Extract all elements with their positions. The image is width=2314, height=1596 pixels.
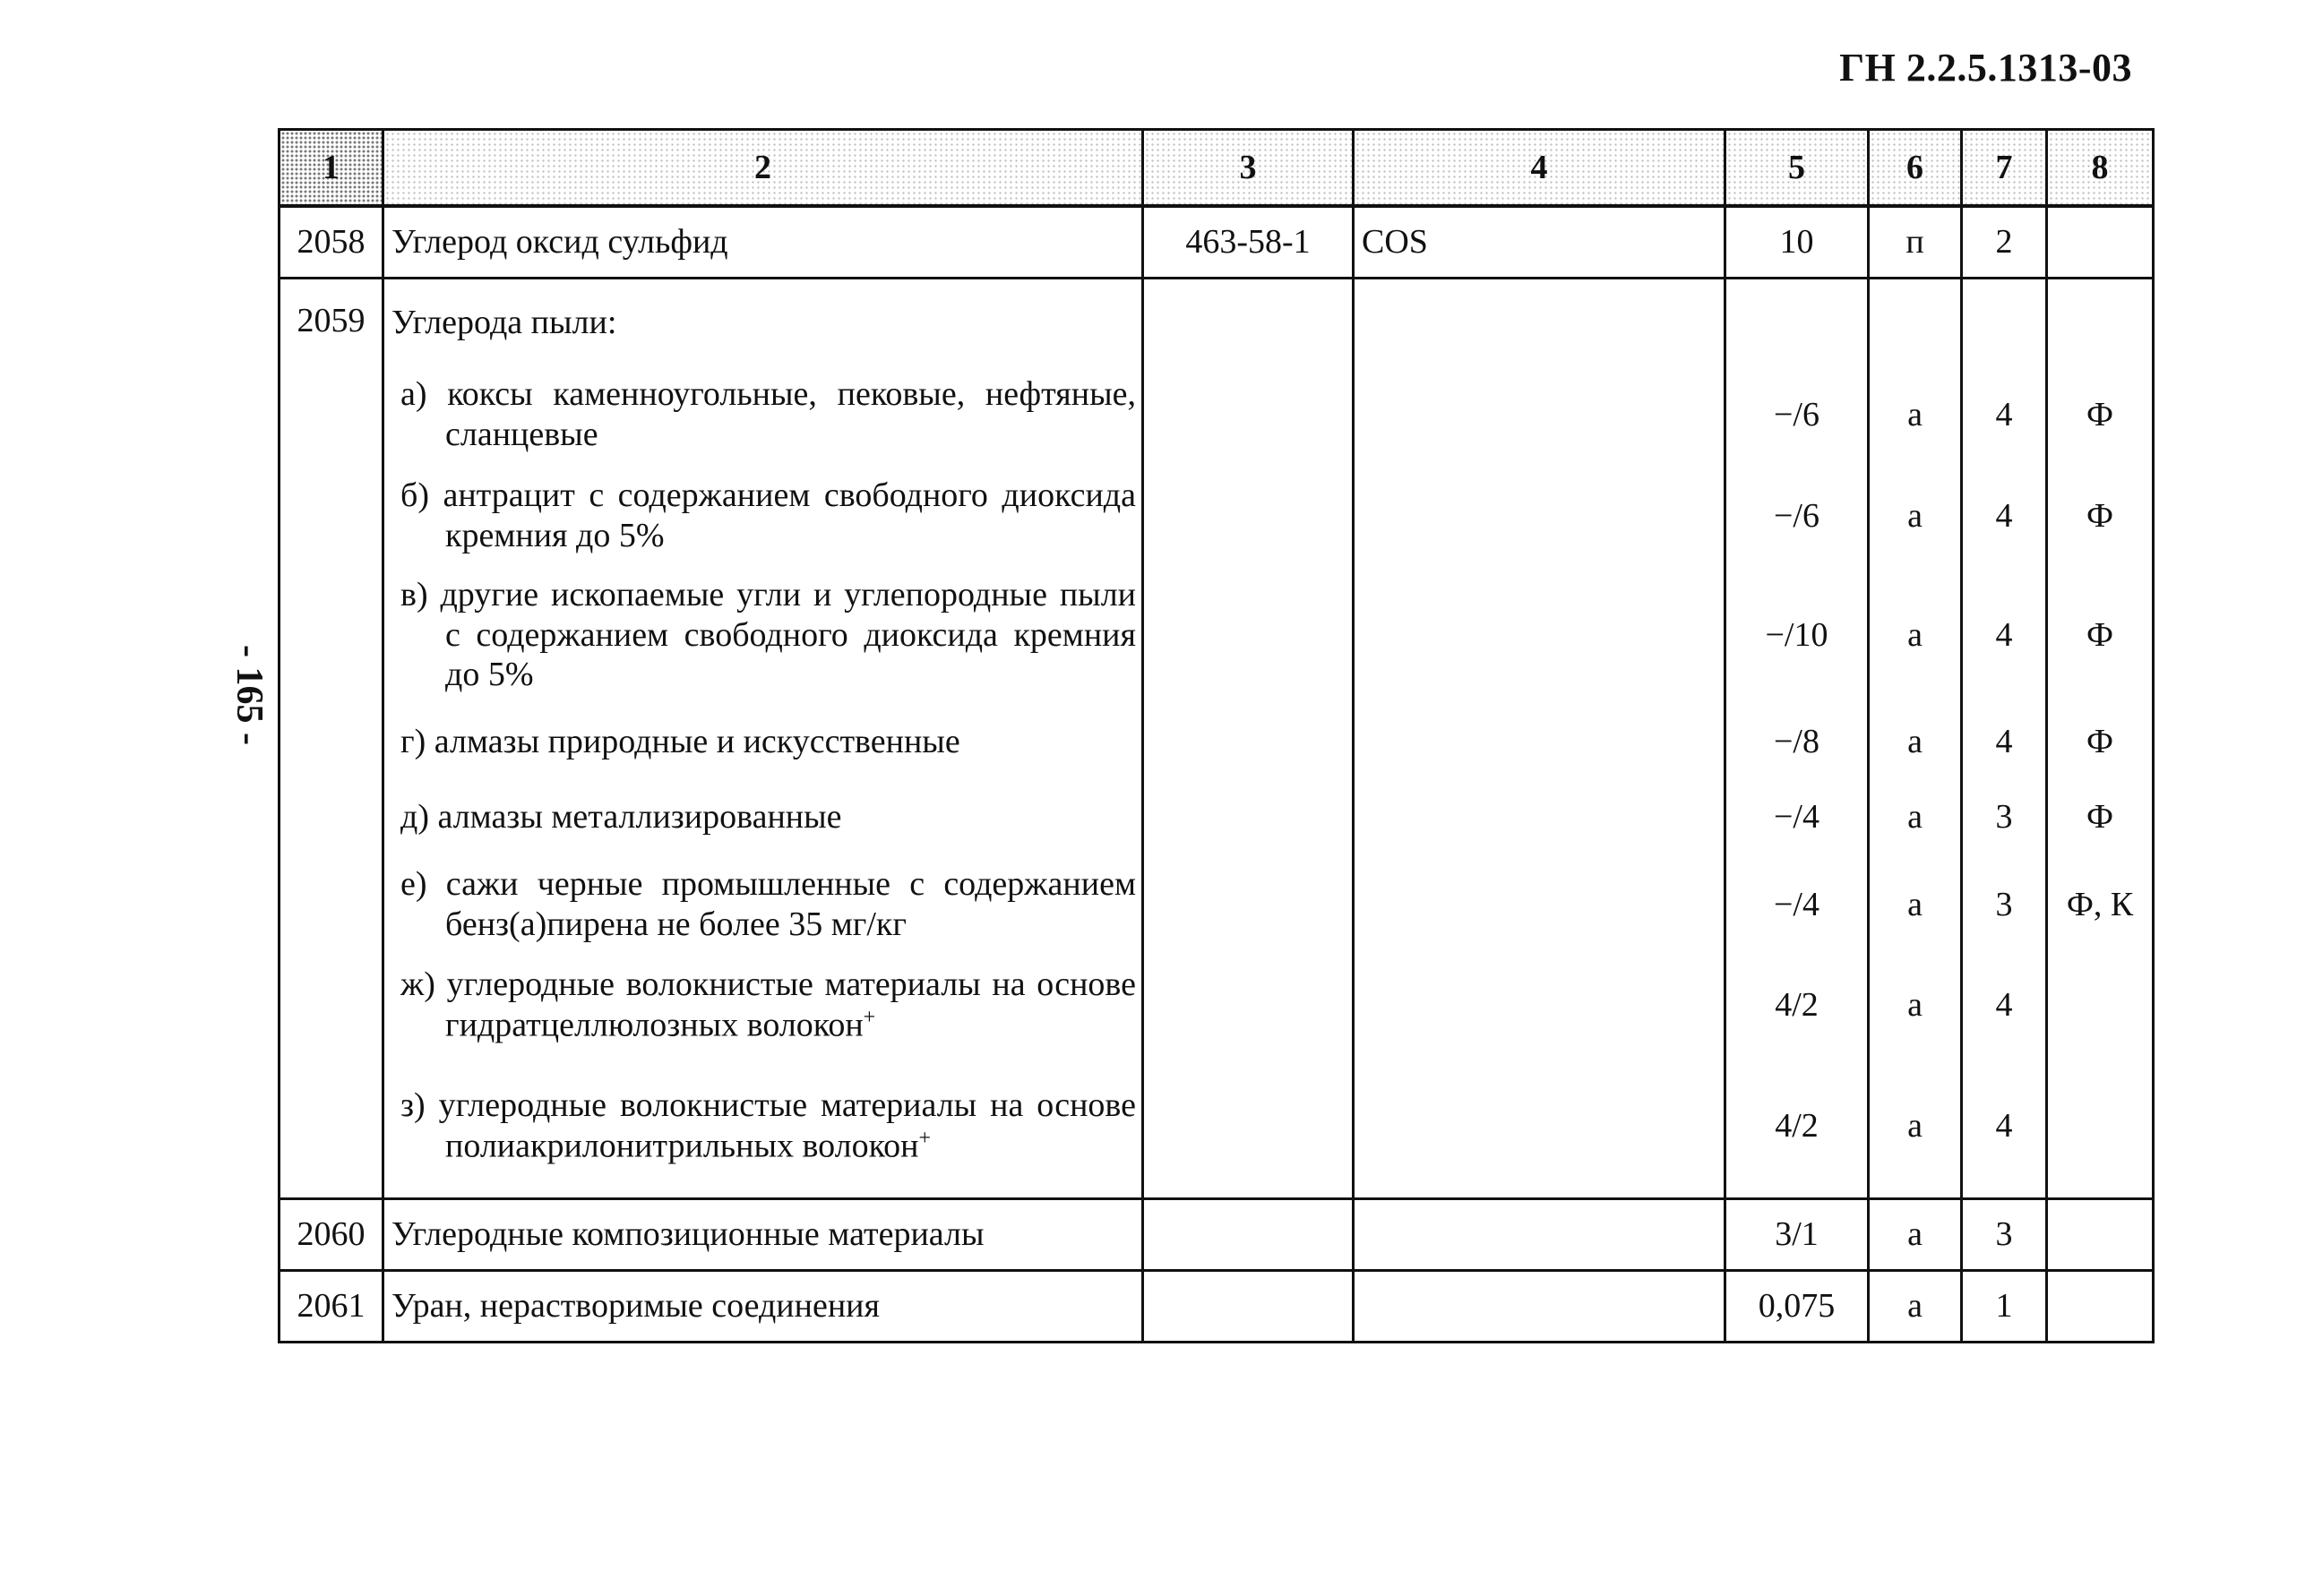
aggregate-state: а [1869,955,1962,1055]
limit-value: −/6 [1725,364,1869,466]
hazard-class: 3 [1962,779,2047,854]
header-col-1: 1 [280,130,383,207]
sub-item-name: е) сажи черные промышленные с содержанием бенз(а)пирена не более 35 мг/кг [383,854,1143,955]
header-col-8: 8 [2047,130,2154,207]
aggregate-state: а [1869,854,1962,955]
limit-value [1725,278,1869,364]
aggregate-state: п [1869,206,1962,278]
substance-name: Уран, нерастворимые соединения [383,1270,1143,1342]
limit-value: −/10 [1725,566,1869,704]
sub-item-name [383,1055,1143,1198]
note: Ф, К [2047,854,2154,955]
hazard-class: 4 [1962,566,2047,704]
limit-value: 4/2 [1725,955,1869,1055]
aggregate-state: а [1869,704,1962,779]
substance-name: Углерод оксид сульфид [383,206,1143,278]
sub-item-text: з) углеродные волокнистые материалы на основе полиакрилонитрильных волокон [400,1086,1136,1165]
sub-item-name: г) алмазы природные и искусственные [383,704,1143,779]
note: Ф [2047,779,2154,854]
hazard-class: 4 [1962,1055,2047,1198]
note: Ф [2047,566,2154,704]
formula [1354,1270,1725,1342]
sub-item-name: д) алмазы металлизированные [383,779,1143,854]
row-number: 2061 [280,1270,383,1342]
limit-value: −/8 [1725,704,1869,779]
header-col-7: 7 [1962,130,2047,207]
page-number: - 165 - [228,645,270,745]
hazard-class: 4 [1962,364,2047,466]
header-col-3: 3 [1143,130,1354,207]
cas-number: 463-58-1 [1143,206,1354,278]
note: Ф [2047,466,2154,566]
header-col-6: 6 [1869,130,1962,207]
limit-value: −/6 [1725,466,1869,566]
formula [1354,278,1725,1198]
substance-name: Углеродные композиционные материалы [383,1198,1143,1270]
row-number: 2058 [280,206,383,278]
formula: COS [1354,206,1725,278]
cas-number [1143,1270,1354,1342]
hazard-class: 4 [1962,466,2047,566]
footnote-mark: + [918,1126,932,1150]
sub-item-name: в) другие ископаемые угли и углепородные пыли с содержанием свободного диоксида кремния до 5% [383,566,1143,704]
limit-value: −/4 [1725,779,1869,854]
row-number: 2059 [280,278,383,1198]
aggregate-state: а [1869,779,1962,854]
aggregate-state: а [1869,466,1962,566]
table-row [280,278,2154,364]
table-row [280,1270,2154,1342]
document-code: ГН 2.2.5.1313-03 [1839,46,2132,90]
header-col-2: 2 [383,130,1143,207]
aggregate-state: а [1869,364,1962,466]
note [2047,278,2154,364]
limit-value: 4/2 [1725,1055,1869,1198]
hazard-class: 3 [1962,1198,2047,1270]
table-row [280,206,2154,278]
sub-item-name [383,955,1143,1055]
hazard-class [1962,278,2047,364]
footnote-mark: + [863,1005,876,1029]
note [2047,1270,2154,1342]
header-col-5: 5 [1725,130,1869,207]
limit-value: 10 [1725,206,1869,278]
aggregate-state: а [1869,566,1962,704]
limit-value: −/4 [1725,854,1869,955]
aggregate-state [1869,278,1962,364]
aggregate-state: а [1869,1198,1962,1270]
sub-item-name: а) коксы каменноугольные, пековые, нефтяные, сланцевые [383,364,1143,466]
hazard-class: 1 [1962,1270,2047,1342]
limit-value: 3/1 [1725,1198,1869,1270]
sub-item-name: б) антрацит с содержанием свободного диоксида кремния до 5% [383,466,1143,566]
hazard-class: 4 [1962,955,2047,1055]
note [2047,1198,2154,1270]
note: Ф [2047,704,2154,779]
aggregate-state: а [1869,1270,1962,1342]
cas-number [1143,1198,1354,1270]
limit-value: 0,075 [1725,1270,1869,1342]
note [2047,955,2154,1055]
note: Ф [2047,364,2154,466]
norms-table [278,128,2155,1343]
note [2047,206,2154,278]
note [2047,1055,2154,1198]
aggregate-state: а [1869,1055,1962,1198]
row-number: 2060 [280,1198,383,1270]
sub-item-text: ж) углеродные волокнистые материалы на основе гидратцеллюлозных волокон [400,965,1136,1044]
hazard-class: 2 [1962,206,2047,278]
hazard-class: 3 [1962,854,2047,955]
header-row [280,130,2154,207]
cas-number [1143,278,1354,1198]
formula [1354,1198,1725,1270]
table-row [280,1198,2154,1270]
group-title: Углерода пыли: [383,278,1143,364]
header-col-4: 4 [1354,130,1725,207]
hazard-class: 4 [1962,704,2047,779]
